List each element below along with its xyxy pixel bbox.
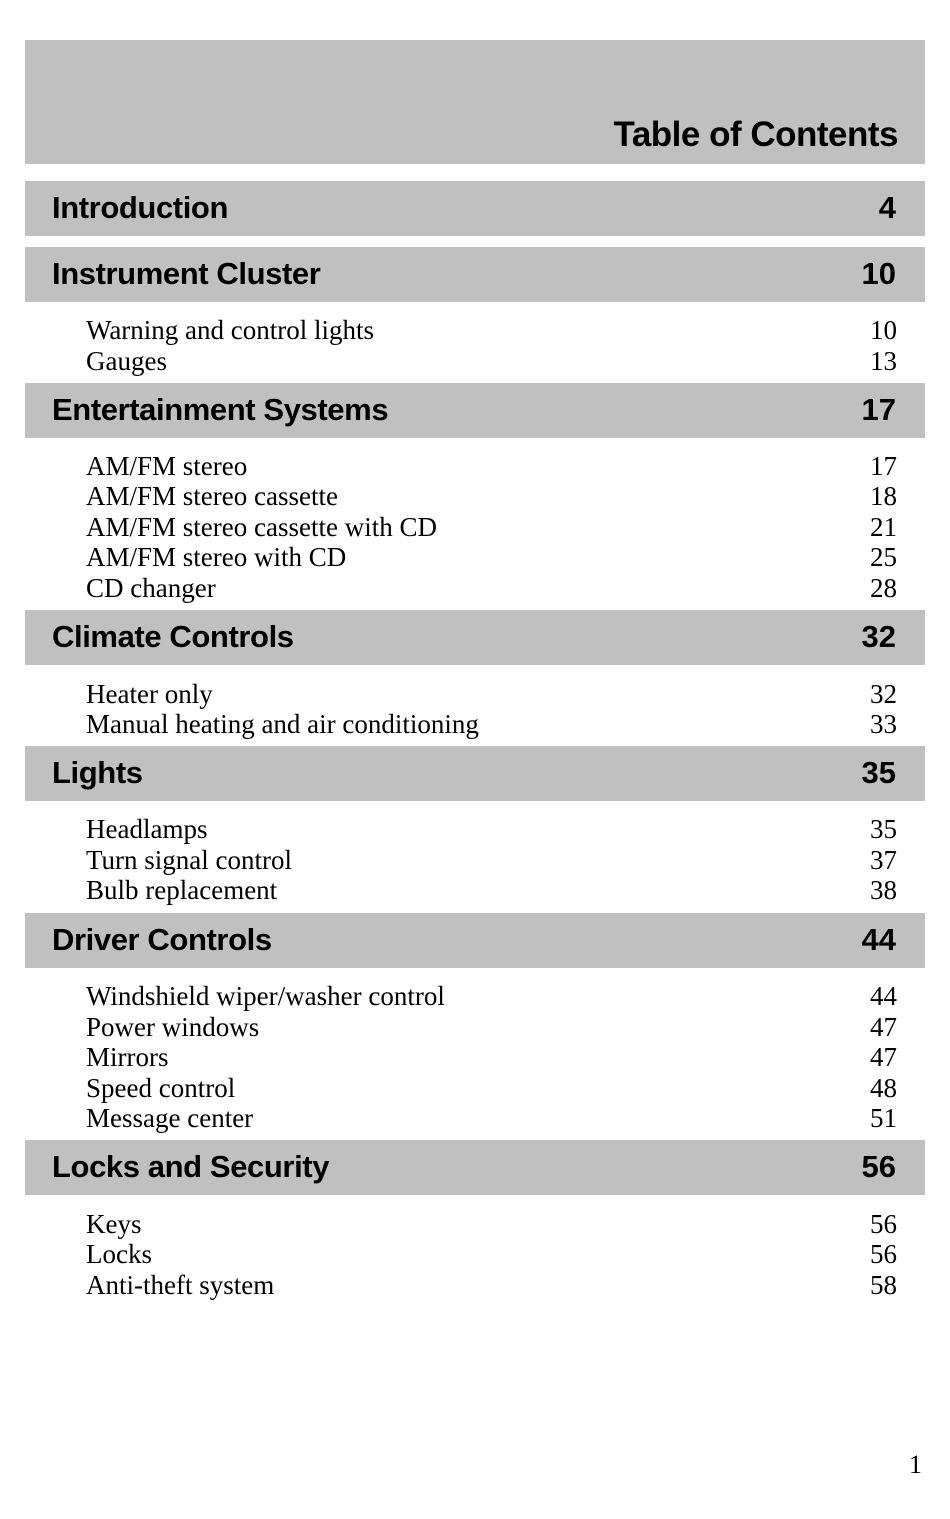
toc-item-label: Locks — [86, 1239, 152, 1269]
toc-item-page: 48 — [870, 1073, 897, 1103]
toc-item-page: 25 — [870, 542, 897, 572]
toc-item-page: 28 — [870, 573, 897, 603]
toc-header-band — [25, 40, 925, 164]
toc-item-page: 33 — [870, 709, 897, 739]
section-title: Climate Controls — [52, 619, 294, 654]
section-instrument-cluster[interactable] — [25, 247, 925, 302]
toc-item-label: Manual heating and air conditioning — [86, 709, 479, 739]
section-page: 17 — [861, 392, 896, 427]
page-number: 1 — [909, 1450, 922, 1479]
toc-item[interactable] — [86, 1012, 897, 1042]
section-title: Introduction — [52, 190, 228, 225]
section-page: 10 — [861, 256, 896, 291]
toc-item-page: 47 — [870, 1042, 897, 1072]
toc-item-label: Heater only — [86, 679, 213, 709]
toc-item-page: 58 — [870, 1270, 897, 1300]
toc-item[interactable] — [86, 679, 897, 709]
toc-item-page: 13 — [870, 346, 897, 376]
section-page: 56 — [861, 1149, 896, 1184]
toc-item-label: Headlamps — [86, 814, 208, 844]
toc-item[interactable] — [86, 346, 897, 376]
toc-item-label: AM/FM stereo with CD — [86, 542, 347, 572]
section-page: 32 — [861, 619, 896, 654]
toc-item-page: 35 — [870, 814, 897, 844]
toc-item-page: 47 — [870, 1012, 897, 1042]
toc-item[interactable] — [86, 1103, 897, 1133]
toc-item-page: 32 — [870, 679, 897, 709]
section-title: Driver Controls — [52, 922, 272, 957]
toc-item[interactable] — [86, 573, 897, 603]
toc-item-label: Warning and control lights — [86, 315, 375, 345]
toc-item-label: Gauges — [86, 346, 167, 376]
toc-item[interactable] — [86, 814, 897, 844]
section-locks-and-security[interactable] — [25, 1140, 925, 1195]
section-title: Entertainment Systems — [52, 392, 389, 427]
toc-item-label: Power windows — [86, 1012, 260, 1042]
section-page: 4 — [878, 190, 896, 225]
toc-item[interactable] — [86, 1073, 897, 1103]
toc-item-page: 21 — [870, 512, 897, 542]
toc-item-page: 10 — [870, 315, 897, 345]
toc-item-label: Turn signal control — [86, 845, 293, 875]
toc-item-label: AM/FM stereo — [86, 451, 248, 481]
section-driver-controls[interactable] — [25, 913, 925, 968]
toc-item-label: Speed control — [86, 1073, 236, 1103]
toc-item-page: 56 — [870, 1239, 897, 1269]
toc-item-label: Keys — [86, 1209, 142, 1239]
toc-item[interactable] — [86, 542, 897, 572]
toc-item-page: 17 — [870, 451, 897, 481]
section-title: Locks and Security — [52, 1149, 330, 1184]
section-entertainment-systems[interactable] — [25, 383, 925, 438]
toc-item-page: 56 — [870, 1209, 897, 1239]
toc-item[interactable] — [86, 845, 897, 875]
toc-item[interactable] — [86, 1209, 897, 1239]
toc-item[interactable] — [86, 1042, 897, 1072]
toc-item[interactable] — [86, 1239, 897, 1269]
toc-item[interactable] — [86, 512, 897, 542]
section-page: 44 — [861, 922, 896, 957]
toc-item[interactable] — [86, 709, 897, 739]
toc-item[interactable] — [86, 481, 897, 511]
section-title: Instrument Cluster — [52, 256, 321, 291]
toc-item[interactable] — [86, 981, 897, 1011]
toc-item-page: 44 — [870, 981, 897, 1011]
toc-item-label: Anti-theft system — [86, 1270, 275, 1300]
toc-item[interactable] — [86, 315, 897, 345]
section-page: 35 — [861, 755, 896, 790]
toc-item[interactable] — [86, 1270, 897, 1300]
toc-item-label: Message center — [86, 1103, 254, 1133]
section-lights[interactable] — [25, 746, 925, 801]
toc-item-label: Windshield wiper/washer control — [86, 981, 445, 1011]
toc-item-label: AM/FM stereo cassette with CD — [86, 512, 437, 542]
toc-item-page: 37 — [870, 845, 897, 875]
toc-item-page: 18 — [870, 481, 897, 511]
toc-item-label: AM/FM stereo cassette — [86, 481, 338, 511]
section-climate-controls[interactable] — [25, 610, 925, 665]
section-introduction[interactable] — [25, 181, 925, 236]
toc-item-label: Mirrors — [86, 1042, 169, 1072]
toc-item-label: CD changer — [86, 573, 216, 603]
toc-item-label: Bulb replacement — [86, 875, 278, 905]
toc-item[interactable] — [86, 451, 897, 481]
section-title: Lights — [52, 755, 143, 790]
page-title: Table of Contents — [613, 115, 898, 154]
toc-item[interactable] — [86, 875, 897, 905]
toc-item-page: 38 — [870, 875, 897, 905]
toc-item-page: 51 — [870, 1103, 897, 1133]
